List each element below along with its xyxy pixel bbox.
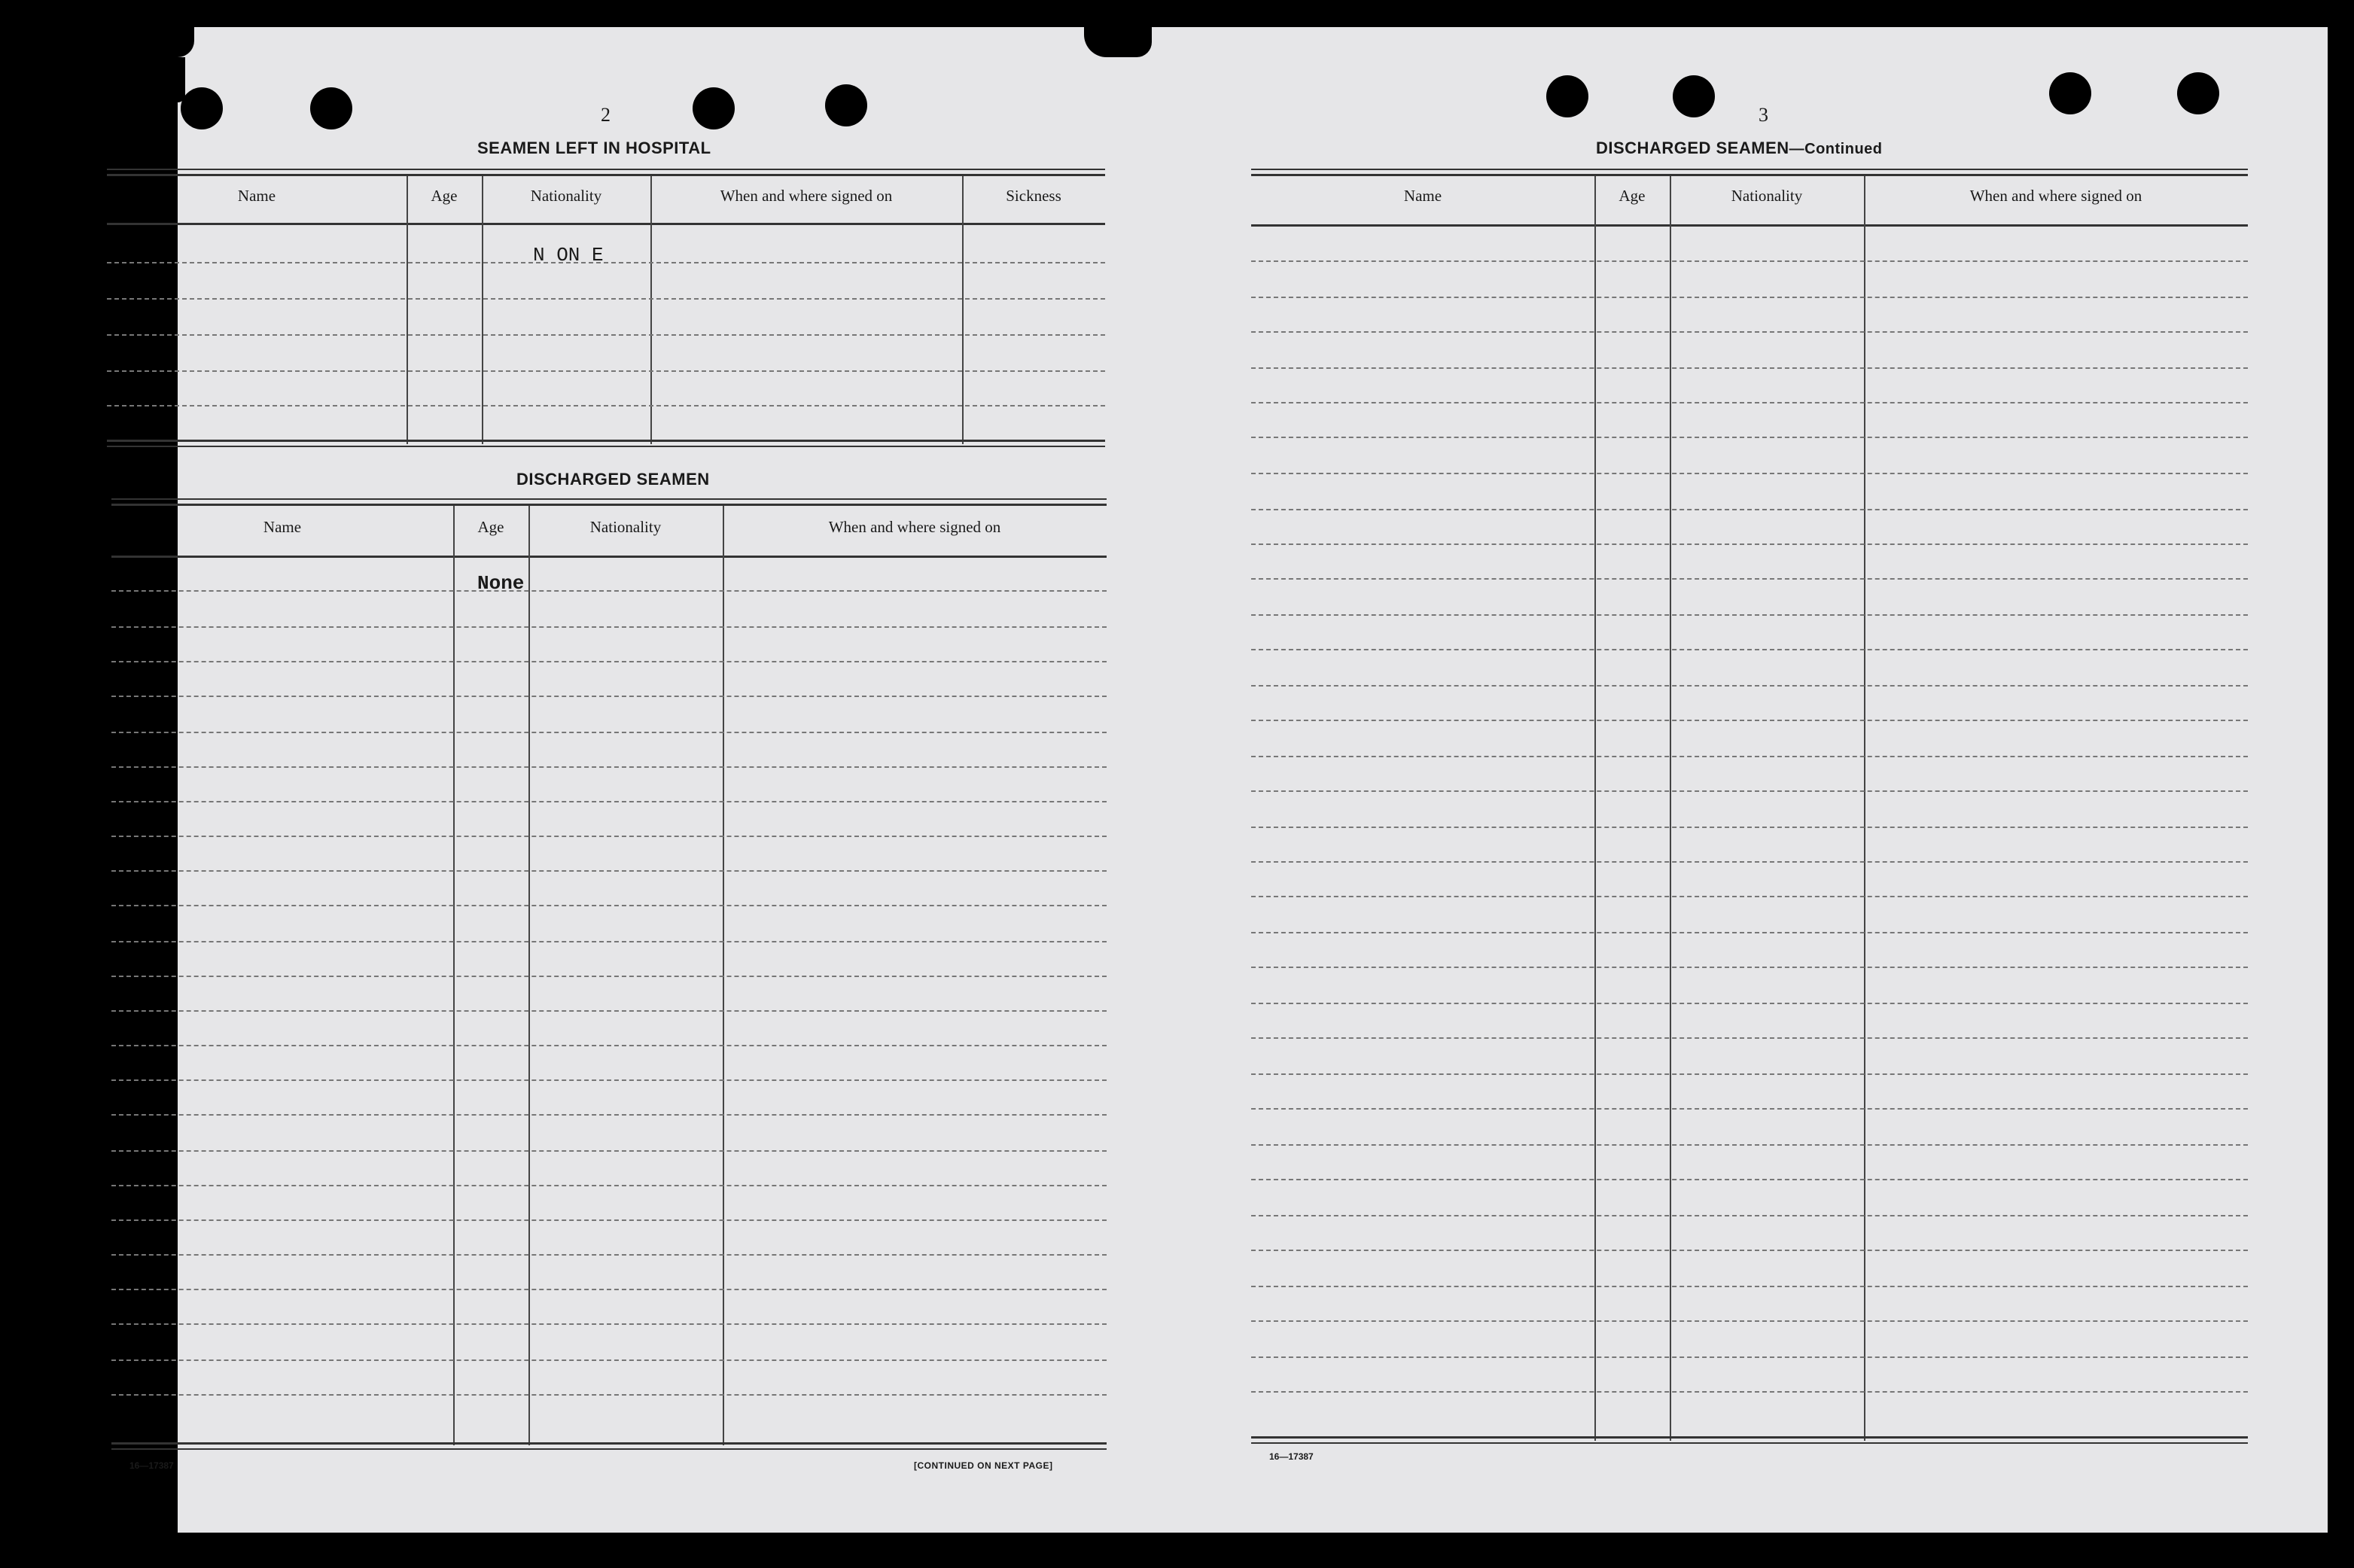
form-number: 16—17387 (129, 1460, 174, 1471)
discharged-entry: None (477, 572, 525, 595)
column-header-signed-on: When and where signed on (1969, 187, 2142, 205)
punch-hole (1673, 75, 1715, 117)
column-header-sickness: Sickness (1006, 187, 1061, 205)
punch-hole (2049, 72, 2091, 114)
column-header-age: Age (477, 518, 504, 536)
column-header-age: Age (1619, 187, 1646, 205)
column-header-name: Name (237, 187, 276, 205)
column-header-signed-on: When and where signed on (828, 518, 1001, 536)
discharged-table (111, 498, 1107, 1450)
discharged-section-title: DISCHARGED SEAMEN (516, 470, 710, 489)
hospital-table (107, 169, 1105, 455)
form-number: 16—17387 (1269, 1451, 1314, 1462)
page-number: 2 (601, 104, 611, 126)
column-header-nationality: Nationality (1731, 187, 1803, 205)
column-header-age: Age (431, 187, 458, 205)
punch-hole (693, 87, 735, 129)
discharged-continued-table (1251, 169, 2248, 1448)
page-number: 3 (1759, 104, 1768, 126)
discharged-continued-title: DISCHARGED SEAMEN—Continued (1596, 139, 1883, 157)
punch-hole (825, 84, 867, 126)
column-header-nationality: Nationality (589, 518, 662, 536)
column-header-name: Name (1403, 187, 1442, 205)
punch-hole (310, 87, 352, 129)
punch-hole (1546, 75, 1588, 117)
hospital-section-title: SEAMEN LEFT IN HOSPITAL (477, 139, 711, 157)
punch-hole (2177, 72, 2219, 114)
torn-top-edge (1084, 27, 1152, 57)
hospital-entry: N ON E (533, 244, 604, 266)
column-header-name: Name (263, 518, 302, 536)
column-header-nationality: Nationality (530, 187, 602, 205)
column-header-signed-on: When and where signed on (720, 187, 893, 205)
punch-hole (181, 87, 223, 129)
continued-note: [CONTINUED ON NEXT PAGE] (914, 1460, 1053, 1471)
